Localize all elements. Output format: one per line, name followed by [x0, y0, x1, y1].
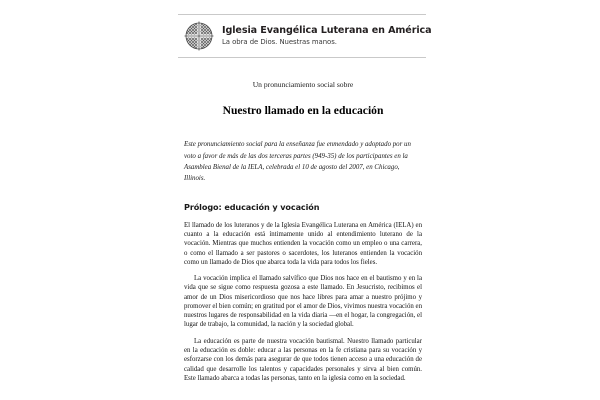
- organization-name: Iglesia Evangélica Luterana en América: [222, 25, 432, 37]
- masthead-content: [178, 15, 432, 57]
- body-paragraph: El llamado de los luteranos y de la Iglesia Evangélica Luterana en América (IELA) en cuanto a la educación está íntimamente unido al entendimiento luterano de la vocación. Mientras que muchos entienden la vocación como un empleo o una carrera, o como el llamado a ser pastores o sacerdotes, los luteranos entienden la vocación como un llamado de Dios que abarca toda la vida para todos los fieles.: [184, 221, 422, 266]
- section-heading-prologo: Prólogo: educación y vocación: [184, 202, 320, 213]
- celtic-cross-knotwork-logo-icon: [184, 21, 214, 51]
- masthead-bottom-rule: [178, 57, 426, 58]
- masthead: [178, 14, 432, 58]
- document-body: [184, 80, 422, 390]
- document-kicker: Un pronunciamiento social sobre: [252, 80, 354, 89]
- body-paragraph: La vocación implica el llamado salvífico que Dios nos hace en el bautismo y en la vida que se sigue como respuesta gozosa a este llamado. En Jesucristo, recibimos el amor de un Dios misericordioso que nos hace libres para amar a nuestro prójimo y promover el bien común; en gratitud por el amor de Dios, vivimos nuestra vocación en nuestros lugares de responsabilidad en la vida diaria —en el hogar, la congregación, el lugar de trabajo, la comunidad, la nación y la sociedad global.: [184, 275, 422, 329]
- page-title: Nuestro llamado en la educación: [222, 103, 384, 117]
- body-paragraph: La educación es parte de nuestra vocación bautismal. Nuestro llamado particular en la educación es doble: educar a las personas en la fe cristiana para su vocación y esforzarse con los demás para asegurar de que todos tienen acceso a una educación de calidad que desarrolle los talentos y capacidades personales y sirva al bien común. Este llamado abarca a todas las personas, tanto en la iglesia como en la sociedad.: [184, 337, 422, 382]
- organization-tagline: La obra de Dios. Nuestras manos.: [222, 37, 337, 46]
- masthead-wordmark: [222, 25, 431, 47]
- adoption-note: Este pronunciamiento social para la enseñanza fue enmendado y adoptado por un voto a favor de más de las dos terceras partes (949-35) de los participantes en la Asamblea Bienal de la IELA, celebrada el 10 de agosto del 2007, en Chicago, Illinois.: [184, 141, 411, 182]
